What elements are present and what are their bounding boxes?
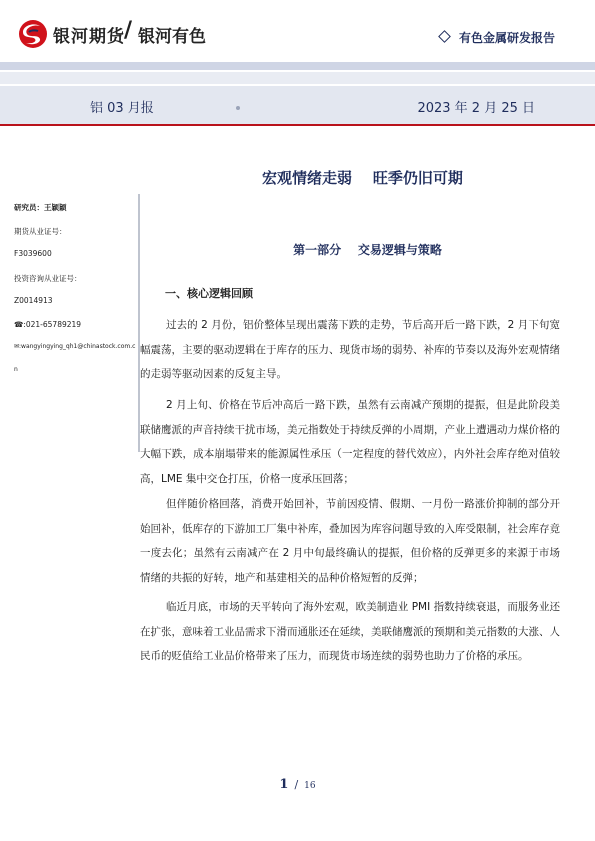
report-type-label: 有色金属研发报告	[458, 31, 555, 45]
page-separator: /	[294, 778, 299, 791]
brand-divider: /	[124, 18, 133, 43]
analyst-phone: ☎:021-65789219	[14, 320, 82, 329]
section-heading: 一、核心逻辑回顾	[165, 287, 253, 300]
report-date: 2023 年 2 月 25 日	[417, 101, 535, 116]
invest-license-number: Z0014913	[14, 296, 53, 305]
paragraph: 但伴随价格回落，消费开始回补，节前因疫情、假期、一月份一路涨价抑制的部分开始回补，低库存的下游加工厂集中补库，叠加因为库容问题导致的入库受限制，社会库存竟一度去化；虽然有云南减产在 2 月中旬最终确认的提振，但价格的反弹更多的来源于市场情绪的共振的好转，地产和基建相关的品种价格短暂的反弹；	[140, 498, 560, 584]
analyst-email-tail: n	[14, 366, 18, 373]
page-total: 16	[304, 781, 316, 791]
page-footer	[0, 773, 595, 792]
galaxy-logo-icon	[18, 19, 48, 49]
sub-brand-name: 银河有色	[138, 27, 206, 47]
invest-license-label: 投资咨询从业证号：	[14, 274, 82, 283]
license-number: F3039600	[14, 249, 52, 258]
license-label: 期货从业证号：	[14, 227, 67, 236]
paragraph: 过去的 2 月份，铝价整体呈现出震荡下跌的走势，节后高开后一路下跌，2 月下旬宽幅震荡，主要的驱动逻辑在于库存的压力、现货市场的弱势、补库的节奏以及海外宏观情绪的走弱等驱动因素的反复主导。	[140, 319, 560, 380]
part-heading: 第一部分 交易逻辑与策略	[293, 243, 442, 257]
brand-name: 银河期货	[53, 27, 125, 47]
report-name: 铝 03 月报	[90, 101, 154, 116]
page-number: 1	[279, 777, 289, 792]
analyst-email[interactable]: ✉:wangyingying_qh1@chinastock.com.c	[14, 343, 136, 350]
report-title: 宏观情绪走弱 旺季仍旧可期	[262, 169, 463, 187]
analyst-name: 研究员：王颖颖	[14, 203, 67, 212]
report-body	[140, 0, 560, 841]
paragraph: 临近月底，市场的天平转向了海外宏观，欧美制造业 PMI 指数持续衰退，而服务业还在扩张，意味着工业品需求下滑而通胀还在延续，美联储鹰派的预期和美元指数的大涨、人民币的贬值给工业品价格带来了压力，而现货市场连续的弱势也助力了价格的承压。	[140, 601, 560, 662]
paragraph: 2 月上旬、价格在节后冲高后一路下跌，虽然有云南减产预期的提振，但是此阶段美联储鹰派的声音持续干扰市场，美元指数处于持续反弹的小周期，产业上遭遇动力煤价格的大幅下跌，成本崩塌带来的能源属性承压（一定程度的替代效应），内外社会库存绝对值较高，LME 集中交仓打压，价格一度承压回落；	[140, 399, 560, 485]
